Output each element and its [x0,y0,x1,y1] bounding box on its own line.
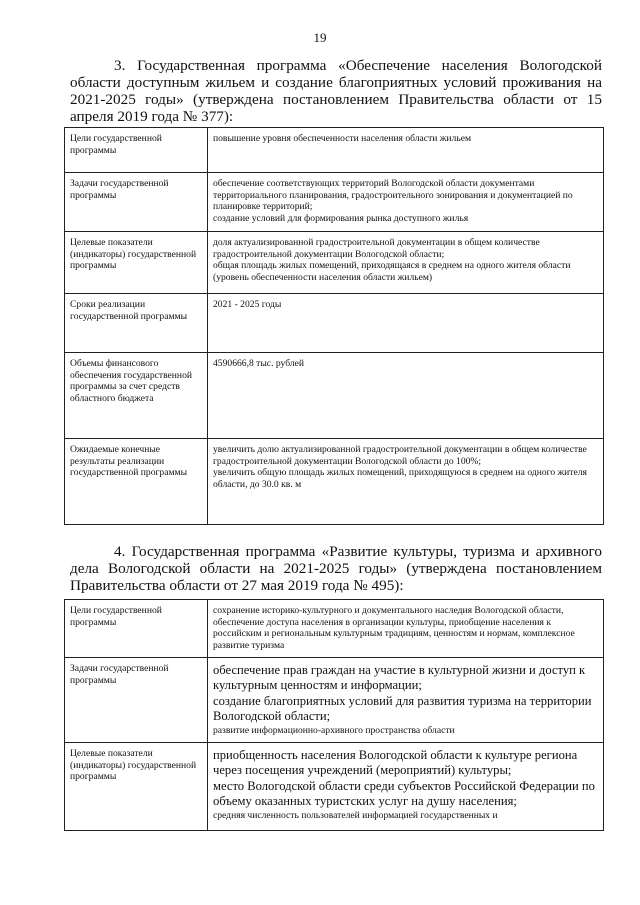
table-row [65,743,604,831]
table-row [65,658,604,743]
row-label: Цели государственной программы [65,128,208,173]
table-row [65,294,604,353]
row-label: Сроки реализации государственной программы [65,294,208,353]
program-4-table [64,599,604,831]
row-value [208,353,604,439]
row-label: Задачи государственной программы [65,658,208,743]
row-value [208,173,604,232]
row-value [208,128,604,173]
value-line: обеспечение соответствующих территорий Вологодской области документами территориального планирования, градостроительного зонирования и документацией по планировке территорий; [213,178,573,213]
row-label: Целевые показатели (индикаторы) государственной программы [65,232,208,294]
row-value [208,743,604,831]
value-line-small: развитие информационно-архивного пространства области [213,724,455,736]
value-line-small: средняя численность пользователей информацией государственных и [213,809,498,821]
value-line: сохранение историко-культурного и документального наследия Вологодской области, обеспечение доступа населения в организации культуры, приобщение населения к российским и региональным культурным традициям, ценностям и нормам, комплексное развитие туризма [213,605,575,651]
program-3-table [64,127,604,525]
section-4-heading: 4. Государственная программа «Развитие культуры, туризма и архивного дела Вологодской области на 2021-2025 годы» (утверждена постановлением Правительства области от 27 мая 2019 года № 495): [70,543,602,594]
value-line: повышение уровня обеспеченности населения области жильем [213,133,472,144]
table-row [65,600,604,658]
table-row [65,232,604,294]
row-label: Ожидаемые конечные результаты реализации государственной программы [65,439,208,525]
row-label: Объемы финансового обеспечения государственной программы за счет средств областного бюджета [65,353,208,439]
row-label: Цели государственной программы [65,600,208,658]
row-value [208,294,604,353]
table-row [65,128,604,173]
section-3-heading: 3. Государственная программа «Обеспечение населения Вологодской области доступным жильем и создание благоприятных условий проживания на 2021-2025 годы» (утверждена постановлением Правительства области от 15 апреля 2019 года № 377): [70,57,602,125]
table-row [65,439,604,525]
value-line: приобщенность населения Вологодской области к культуре региона через посещения учреждений (мероприятий) культуры; [213,748,578,778]
table-row [65,353,604,439]
value-line: создание условий для формирования рынка доступного жилья [213,212,469,224]
value-line: увеличить общую площадь жилых помещений, приходящуюся в среднем на одного жителя области, до 30.0 кв. м [213,467,587,490]
row-value [208,232,604,294]
value-line: обеспечение прав граждан на участие в культурной жизни и доступ к культурным ценностям и информации; [213,663,586,693]
value-line: 2021 - 2025 годы [213,299,282,310]
table-row [65,173,604,232]
value-line: общая площадь жилых помещений, приходящаяся в среднем на одного жителя области (уровень обеспеченности населения области жильем) [213,260,571,283]
page-number: 19 [313,30,327,45]
row-label: Целевые показатели (индикаторы) государственной программы [65,743,208,831]
value-line: увеличить долю актуализированной градостроительной документации в общем количестве градостроительной документации Вологодской области до 100%; [213,444,587,467]
row-value [208,439,604,525]
value-line: 4590666,8 тыс. рублей [213,358,305,369]
value-line: создание благоприятных условий для развития туризма на территории Вологодской области; [213,693,592,724]
row-value [208,658,604,743]
value-line: место Вологодской области среди субъектов Российской Федерации по объему оказанных туристских услуг на душу населения; [213,778,595,809]
row-label: Задачи государственной программы [65,173,208,232]
value-line: доля актуализированной градостроительной документации в общем количестве градостроительной документации Вологодской области; [213,237,540,260]
row-value [208,600,604,658]
